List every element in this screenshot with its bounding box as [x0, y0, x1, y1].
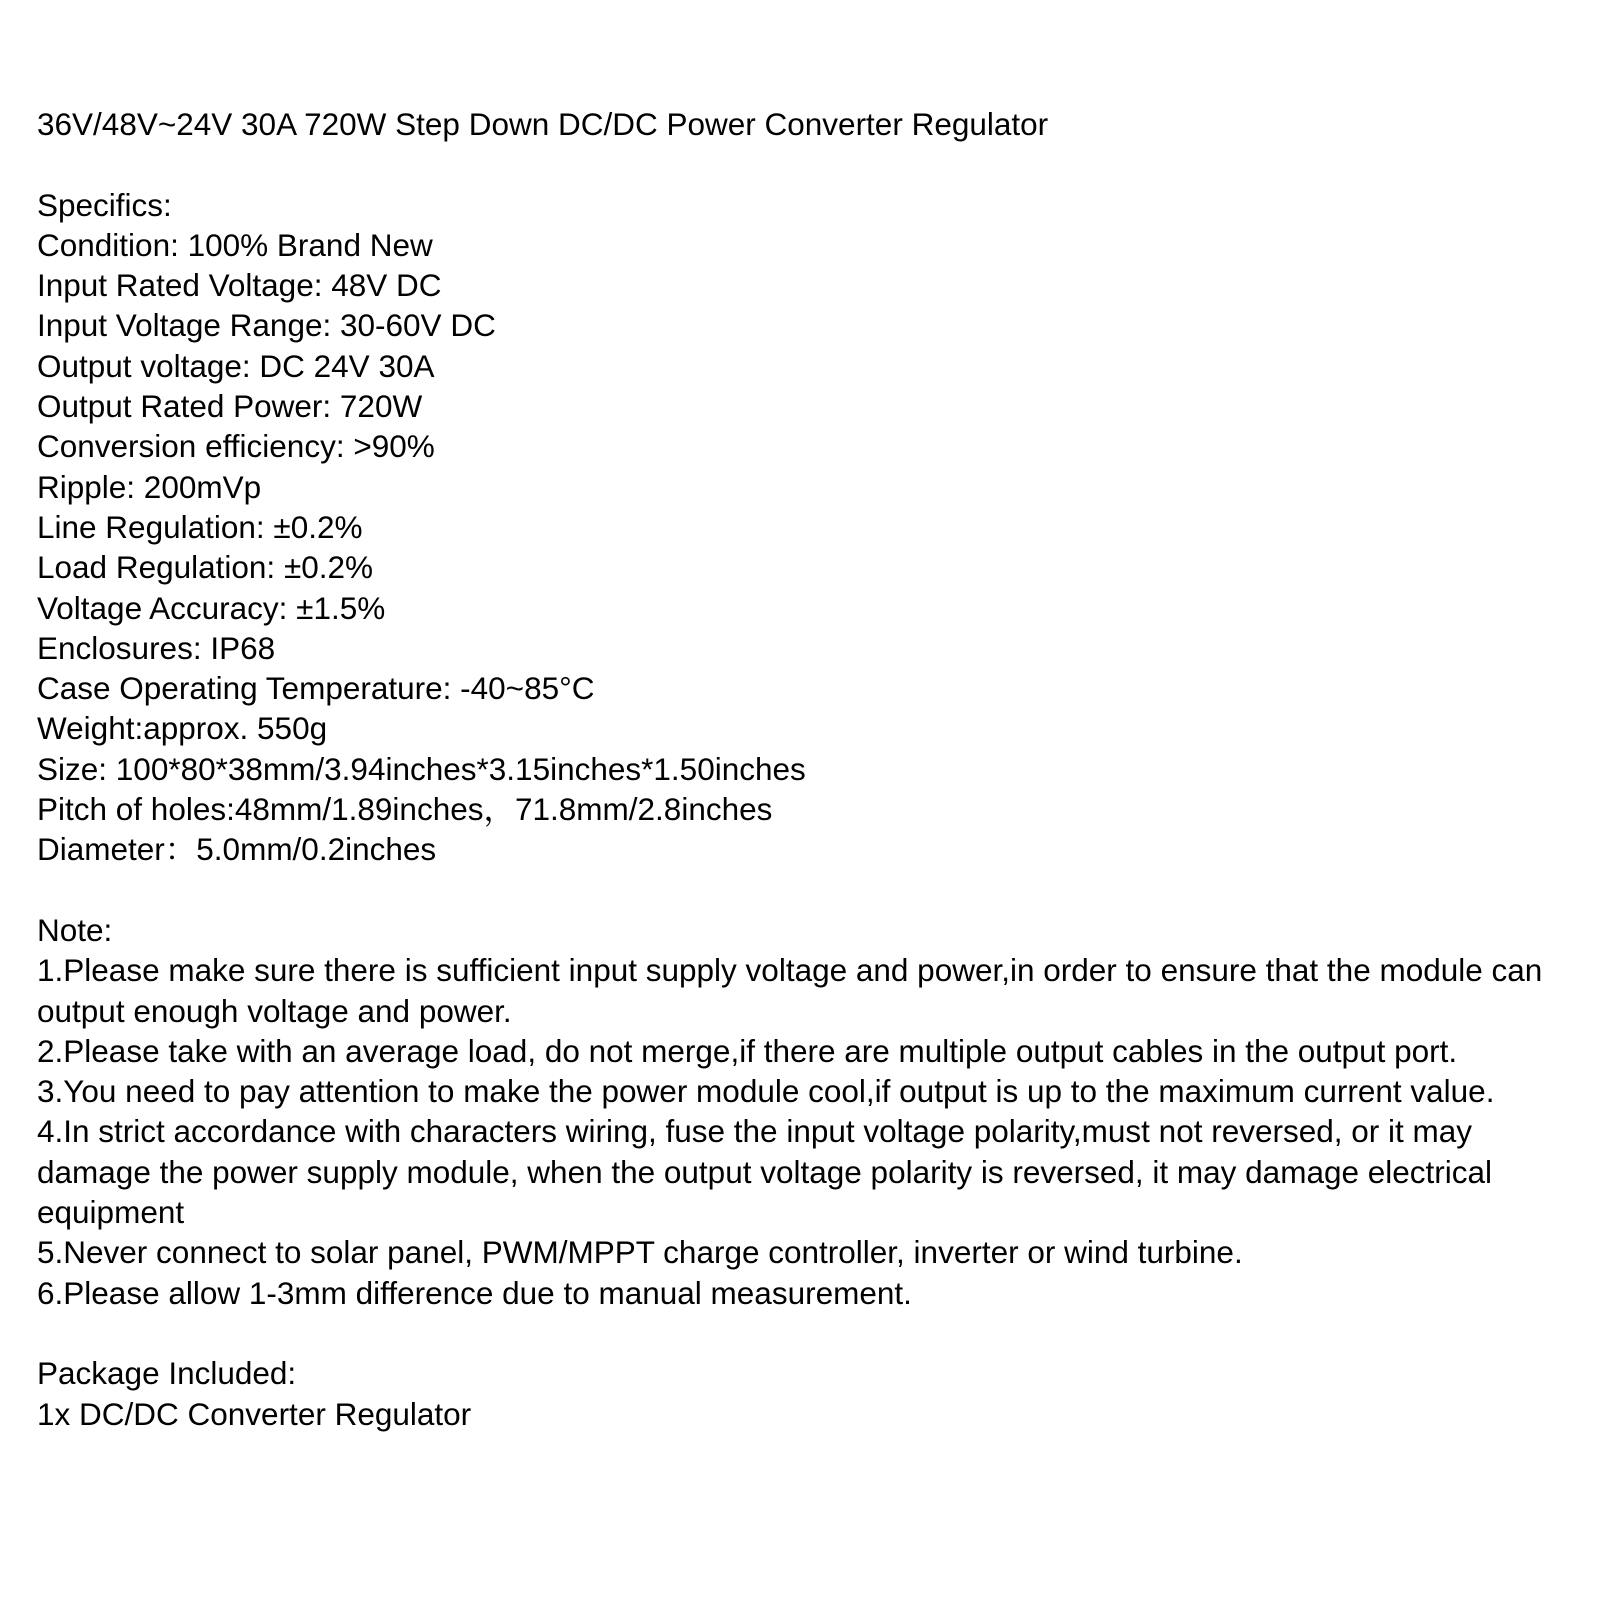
note-heading: Note: [37, 911, 113, 948]
spec-size: Size: 100*80*38mm/3.94inches*3.15inches*1.50inches [37, 750, 806, 787]
spec-conversion-efficiency: Conversion efficiency: >90% [37, 428, 435, 465]
spec-load-regulation: Load Regulation: ±0.2% [37, 549, 374, 586]
spec-enclosures: Enclosures: IP68 [37, 629, 276, 666]
note-item-2: 2.Please take with an average load, do not merge,if there are multiple output cables in the output port. [37, 1032, 1458, 1069]
spec-output-voltage: Output voltage: DC 24V 30A [37, 347, 435, 384]
spec-input-rated-voltage: Input Rated Voltage: 48V DC [37, 267, 442, 304]
package-item: 1x DC/DC Converter Regulator [37, 1395, 472, 1432]
package-heading: Package Included: [37, 1355, 297, 1392]
spec-condition: Condition: 100% Brand New [37, 226, 433, 263]
specifics-heading: Specifics: [37, 186, 172, 223]
spec-weight: Weight:approx. 550g [37, 710, 328, 747]
note-section [37, 910, 1577, 1313]
spec-diameter: Diameter：5.0mm/0.2inches [37, 831, 437, 868]
specifics-section [37, 185, 1577, 870]
page-title: 36V/48V~24V 30A 720W Step Down DC/DC Power Converter Regulator [37, 106, 1049, 142]
spec-operating-temperature: Case Operating Temperature: -40~85°C [37, 670, 595, 707]
spacer [37, 144, 1577, 184]
spec-input-voltage-range: Input Voltage Range: 30-60V DC [37, 307, 496, 344]
note-item-1: 1.Please make sure there is sufficient input supply voltage and power,in order to ensure that the module can output enough voltage and power. [37, 952, 1543, 1029]
note-item-5: 5.Never connect to solar panel, PWM/MPPT charge controller, inverter or wind turbine. [37, 1234, 1243, 1271]
note-item-4: 4.In strict accordance with characters wiring, fuse the input voltage polarity,must not reversed, or it may damage the power supply module, when the output voltage polarity is reversed, it may damage electrical equipment [37, 1113, 1493, 1231]
note-item-3: 3.You need to pay attention to make the power module cool,if output is up to the maximum current value. [37, 1073, 1495, 1110]
spec-pitch-of-holes: Pitch of holes:48mm/1.89inches，71.8mm/2.8inches [37, 791, 773, 828]
product-description [37, 104, 1577, 1434]
spec-voltage-accuracy: Voltage Accuracy: ±1.5% [37, 589, 386, 626]
note-item-6: 6.Please allow 1-3mm difference due to manual measurement. [37, 1274, 912, 1311]
spec-line-regulation: Line Regulation: ±0.2% [37, 508, 363, 545]
spacer [37, 1313, 1577, 1353]
spec-ripple: Ripple: 200mVp [37, 468, 262, 505]
spacer [37, 870, 1577, 910]
spec-output-rated-power: Output Rated Power: 720W [37, 388, 423, 425]
package-section [37, 1353, 1577, 1434]
